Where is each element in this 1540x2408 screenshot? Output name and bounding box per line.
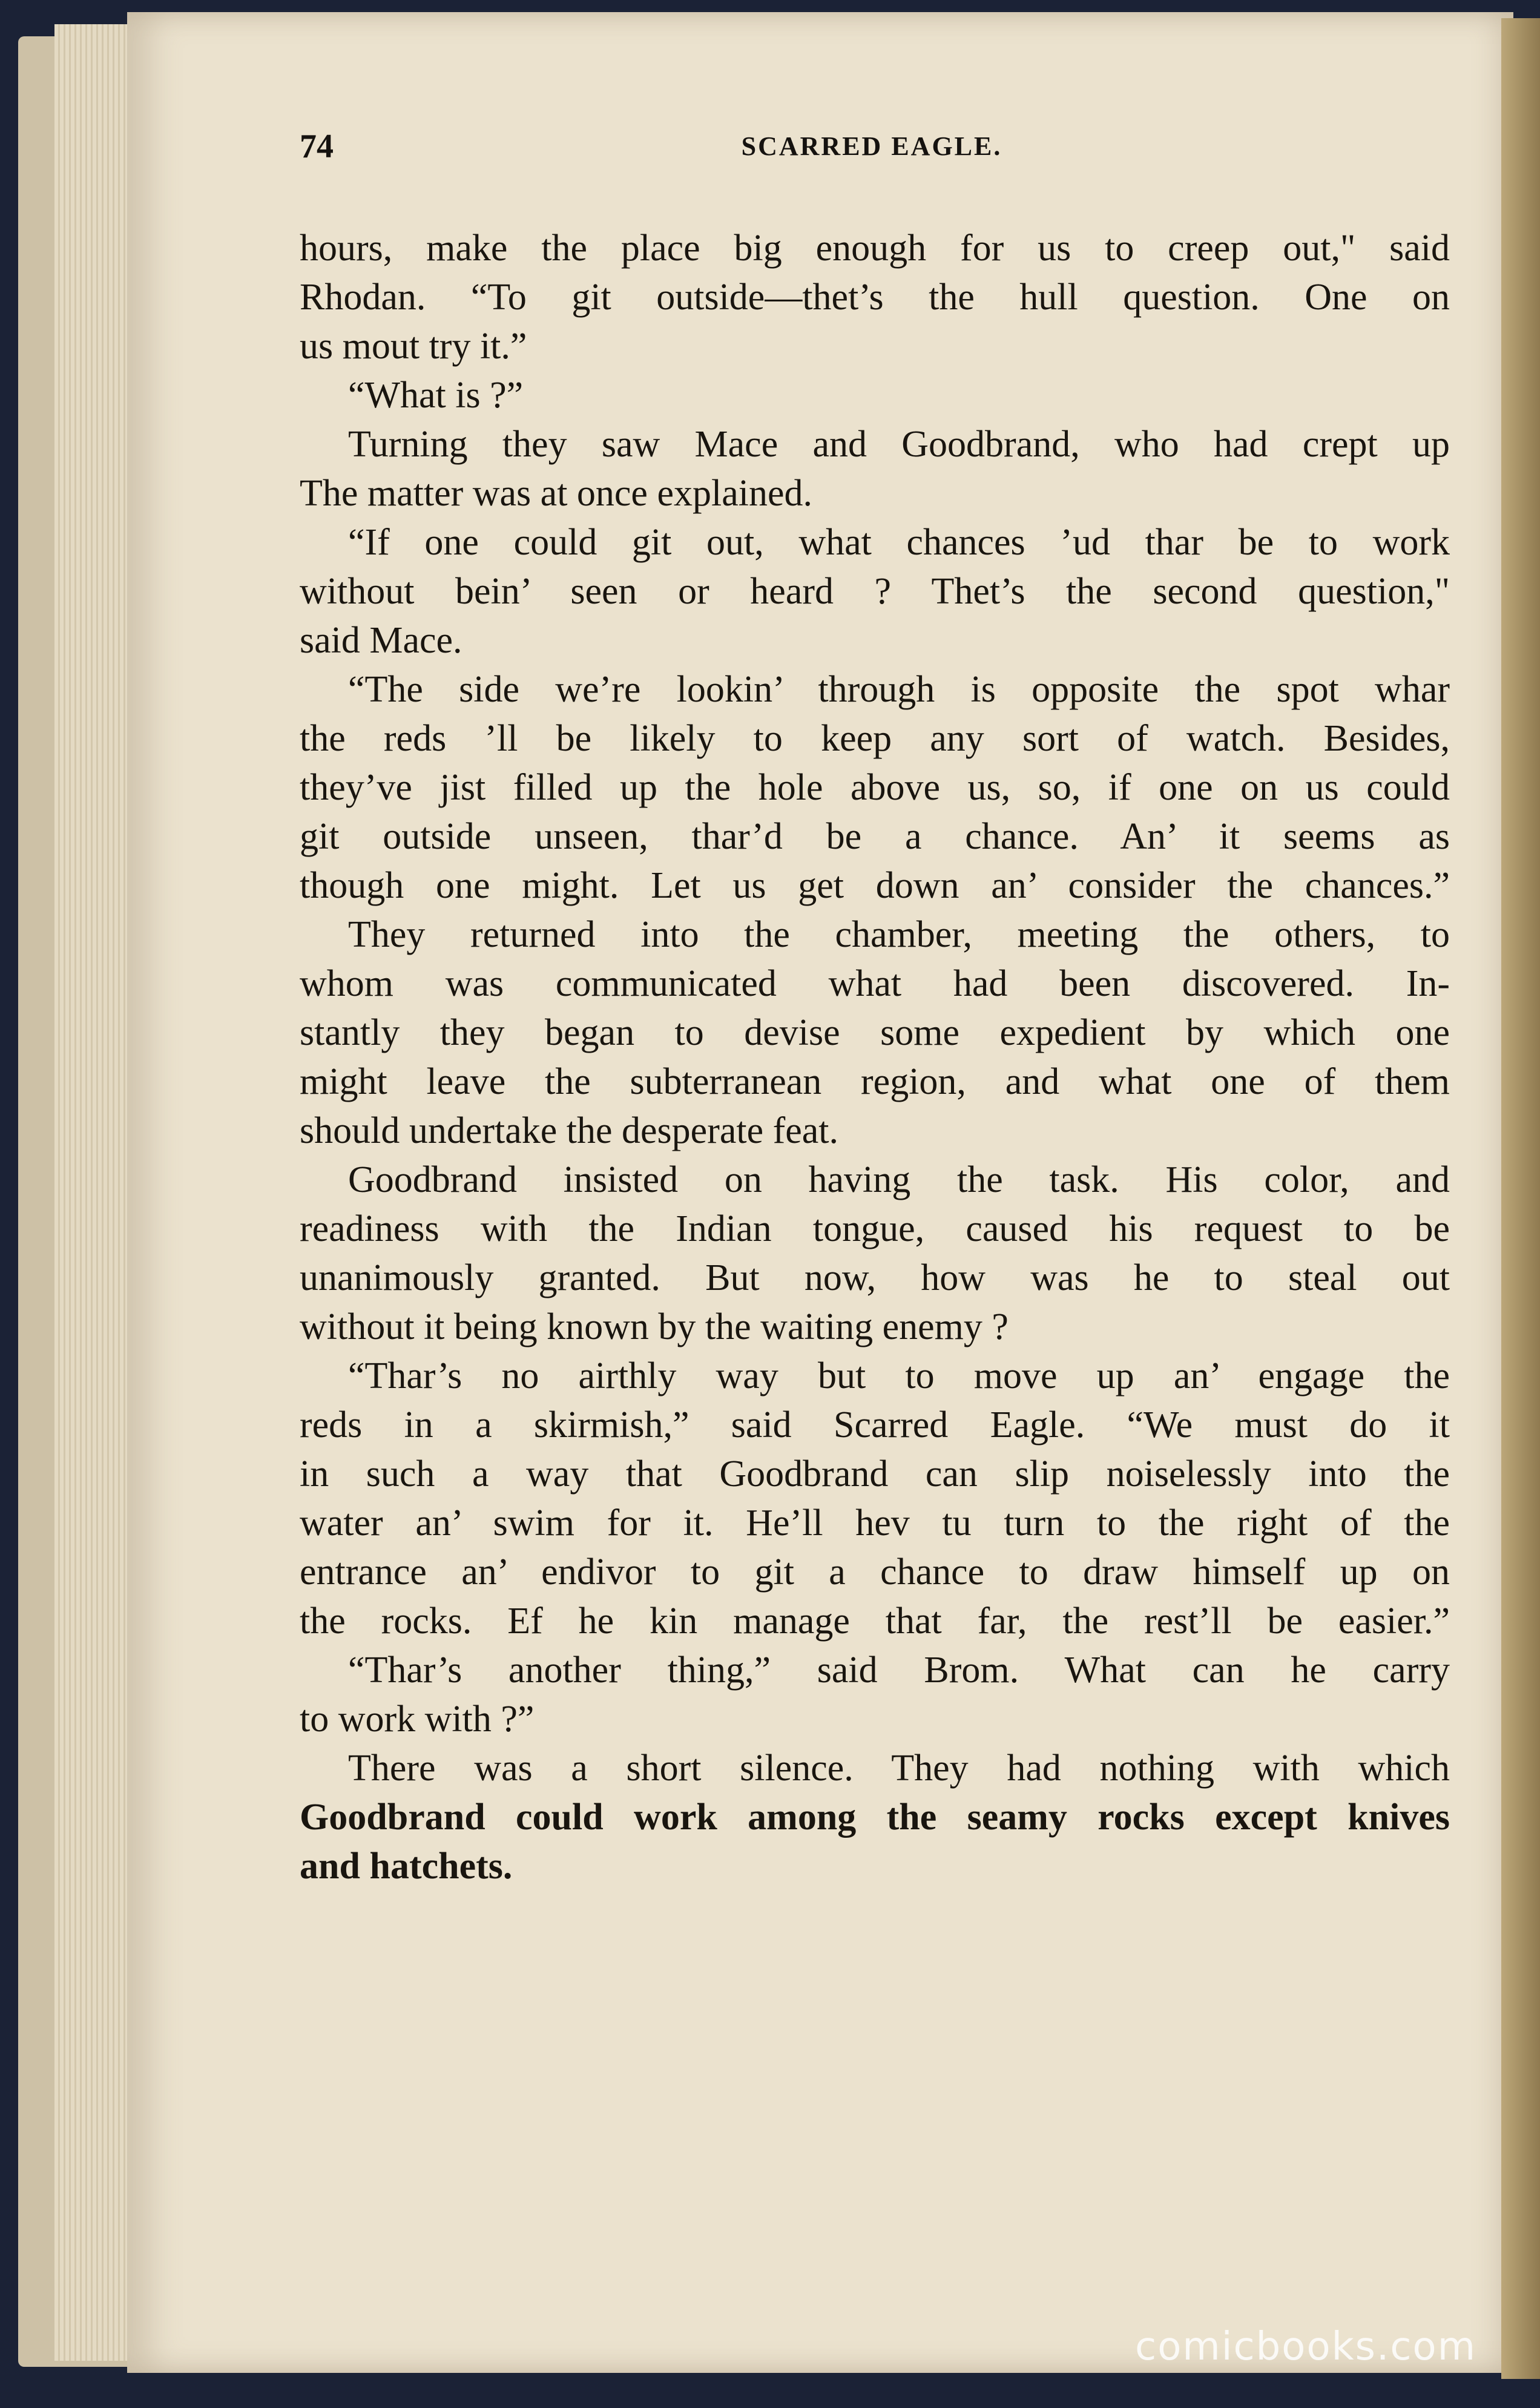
- text-line: Goodbrand insisted on having the task. His color, and: [348, 1159, 1450, 1200]
- right-page-edge: [1501, 18, 1540, 2379]
- text-line: stantly they began to devise some expedient by which one: [300, 1012, 1450, 1053]
- text-line: There was a short silence. They had nothing with which: [348, 1748, 1450, 1789]
- text-line: entrance an’ endivor to git a chance to draw himself up on: [300, 1551, 1450, 1593]
- text-line: Goodbrand could work among the seamy rocks except knives: [300, 1797, 1450, 1838]
- text-line: water an’ swim for it. He’ll hev tu turn to the right of the: [300, 1502, 1450, 1544]
- text-line: the reds ’ll be likely to keep any sort of watch. Besides,: [300, 718, 1450, 759]
- body-text: [300, 224, 1450, 1891]
- text-line: “The side we’re lookin’ through is opposite the spot whar: [348, 669, 1450, 710]
- text-line: unanimously granted. But now, how was he to steal out: [300, 1257, 1450, 1298]
- page-number: 74: [300, 128, 334, 165]
- text-line: Rhodan. “To git outside—thet’s the hull question. One on: [300, 277, 1450, 318]
- text-line: might leave the subterranean region, and what one of them: [300, 1061, 1450, 1102]
- text-line: they’ve jist filled up the hole above us, so, if one on us could: [300, 767, 1450, 808]
- text-line: The matter was at once explained.: [300, 473, 812, 514]
- text-line: the rocks. Ef he kin manage that far, the rest’ll be easier.”: [300, 1600, 1450, 1642]
- text-line: readiness with the Indian tongue, caused his request to be: [300, 1208, 1450, 1249]
- text-line: They returned into the chamber, meeting the others, to: [348, 914, 1450, 955]
- watermark: comicbooks.com: [1135, 2324, 1477, 2369]
- text-line: said Mace.: [300, 620, 462, 661]
- page-header: [300, 127, 1444, 182]
- running-head: SCARRED EAGLE.: [741, 131, 1002, 161]
- text-line: reds in a skirmish,” said Scarred Eagle. “We must do it: [300, 1404, 1450, 1446]
- text-line: should undertake the desperate feat.: [300, 1110, 839, 1151]
- text-line: though one might. Let us get down an’ consider the chances.”: [300, 865, 1450, 906]
- text-line: whom was communicated what had been discovered. In-: [300, 963, 1450, 1004]
- text-line: to work with ?”: [300, 1699, 535, 1740]
- text-line: us mout try it.”: [300, 326, 527, 367]
- text-line: “What is ?”: [348, 375, 524, 416]
- text-line: without it being known by the waiting enemy ?: [300, 1306, 1009, 1347]
- text-line: and hatchets.: [300, 1846, 513, 1887]
- text-line: without bein’ seen or heard ? Thet’s the second question,": [300, 571, 1450, 612]
- text-line: in such a way that Goodbrand can slip noiselessly into the: [300, 1453, 1450, 1495]
- text-line: “Thar’s another thing,” said Brom. What can he carry: [348, 1650, 1450, 1691]
- text-line: “Thar’s no airthly way but to move up an’ engage the: [348, 1355, 1450, 1396]
- text-line: “If one could git out, what chances ’ud thar be to work: [348, 522, 1450, 563]
- text-line: hours, make the place big enough for us to creep out," said: [300, 228, 1450, 269]
- text-line: Turning they saw Mace and Goodbrand, who had crept up: [348, 424, 1450, 465]
- text-line: git outside unseen, thar’d be a chance. An’ it seems as: [300, 816, 1450, 857]
